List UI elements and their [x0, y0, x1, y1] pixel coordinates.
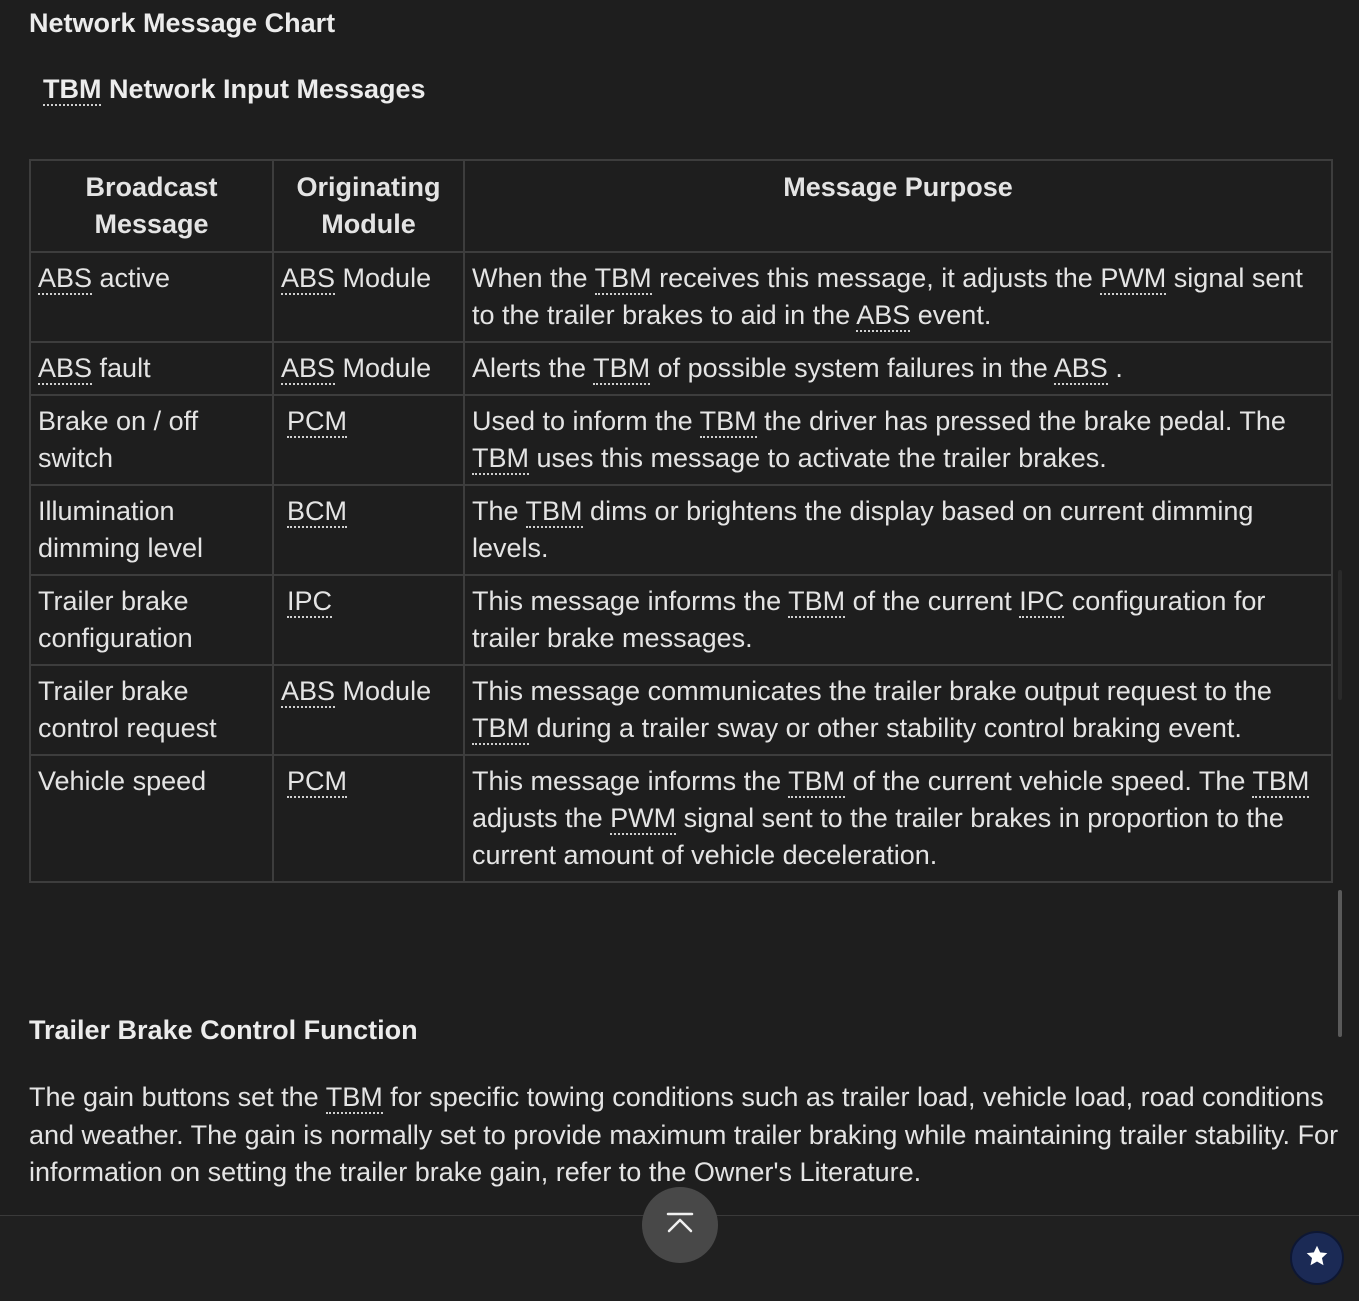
message-purpose-cell: [464, 342, 1332, 395]
originating-module-cell: [273, 665, 464, 755]
broadcast-message-cell: [30, 252, 273, 342]
table-header-row: [30, 160, 1332, 252]
control-function-paragraph: [29, 1079, 1339, 1192]
abbr-term[interactable]: TBM: [788, 586, 846, 616]
text-run: Used to inform the: [472, 406, 700, 436]
abbr-term[interactable]: BCM: [287, 496, 347, 526]
message-purpose-cell: [464, 665, 1332, 755]
table-title-text: Network Input Messages: [101, 74, 426, 104]
column-header-purpose: Message Purpose: [464, 160, 1332, 252]
network-message-table: [29, 159, 1333, 883]
text-run: uses this message to activate the trailer brakes.: [529, 443, 1107, 473]
broadcast-message-cell: [30, 485, 273, 575]
text-run: receives this message, it adjusts the: [651, 263, 1101, 293]
abbr-term[interactable]: PCM: [287, 766, 347, 796]
originating-module-cell: [273, 395, 464, 485]
text-run: signal sent to the trailer brakes to aid in the: [472, 263, 1303, 330]
text-run: Vehicle speed: [38, 766, 207, 796]
text-run: Illumination dimming level: [38, 496, 204, 563]
abbr-term[interactable]: IPC: [1019, 586, 1065, 616]
abbr-term[interactable]: ABS: [281, 353, 336, 383]
abbr-term[interactable]: TBM: [699, 406, 757, 436]
originating-module-cell: [273, 485, 464, 575]
text-run: Module: [335, 353, 432, 383]
scrollbar-thumb[interactable]: [1338, 890, 1342, 1037]
column-header-module: Originating Module: [273, 160, 464, 252]
favorite-button[interactable]: [1290, 1231, 1344, 1285]
table-row: [30, 665, 1332, 755]
abbr-term[interactable]: ABS: [856, 300, 911, 330]
abbr-term[interactable]: TBM: [472, 713, 529, 743]
text-run: during a trailer sway or other stability control braking event.: [529, 713, 1242, 743]
table-title: [43, 76, 426, 103]
text-run: The: [472, 496, 526, 526]
abbr-term[interactable]: TBM: [43, 74, 102, 104]
table-row: [30, 395, 1332, 485]
originating-module-cell: [273, 575, 464, 665]
message-purpose-cell: [464, 485, 1332, 575]
table-row: [30, 485, 1332, 575]
abbr-term[interactable]: ABS: [38, 263, 93, 293]
abbr-term[interactable]: TBM: [472, 443, 529, 473]
abbr-term[interactable]: PWM: [610, 803, 677, 833]
message-purpose-cell: [464, 252, 1332, 342]
chevron-up-bar-icon: [665, 1212, 695, 1239]
text-run: configuration for trailer brake messages.: [472, 586, 1266, 653]
page-title: Network Message Chart: [29, 8, 336, 38]
abbr-term[interactable]: PCM: [287, 406, 347, 436]
table-row: [30, 755, 1332, 882]
text-run: of possible system failures in the: [650, 353, 1054, 383]
text-run: dims or brightens the display based on current dimming levels.: [472, 496, 1254, 563]
abbr-term[interactable]: ABS: [281, 676, 336, 706]
scroll-to-top-button[interactable]: [642, 1187, 718, 1263]
abbr-term[interactable]: ABS: [38, 353, 93, 383]
abbr-term[interactable]: TBM: [1252, 766, 1310, 796]
star-icon: [1304, 1243, 1330, 1274]
text-run: of the current: [845, 586, 1020, 616]
originating-module-cell: [273, 755, 464, 882]
section-title-control-function: Trailer Brake Control Function: [29, 1015, 418, 1045]
text-run: the driver has pressed the brake pedal. The: [756, 406, 1286, 436]
message-purpose-cell: [464, 755, 1332, 882]
broadcast-message-cell: [30, 575, 273, 665]
text-run: Trailer brake control request: [38, 676, 217, 743]
text-run: adjusts the: [472, 803, 611, 833]
message-purpose-cell: [464, 575, 1332, 665]
text-run: This message communicates the trailer brake output request to the: [472, 676, 1272, 706]
originating-module-cell: [273, 342, 464, 395]
text-run: fault: [92, 353, 151, 383]
abbr-term[interactable]: ABS: [281, 263, 336, 293]
broadcast-message-cell: [30, 665, 273, 755]
text-run: of the current vehicle speed. The: [845, 766, 1253, 796]
message-purpose-cell: [464, 395, 1332, 485]
table-row: [30, 575, 1332, 665]
text-run: When the: [472, 263, 595, 293]
table-body: [30, 252, 1332, 882]
abbr-term[interactable]: TBM: [788, 766, 846, 796]
text-run: Module: [335, 263, 432, 293]
text-run: Brake on / off switch: [38, 406, 199, 473]
text-run: event.: [910, 300, 992, 330]
abbr-term[interactable]: TBM: [525, 496, 583, 526]
originating-module-cell: [273, 252, 464, 342]
text-run: for specific towing conditions such as trailer load, vehicle load, road conditions and weather. The gain is normally set to provide maximum trailer braking while maintaining trailer stability. For information on setting the trailer brake gain, refer to the Owner's Literature.: [29, 1082, 1339, 1187]
abbr-term[interactable]: IPC: [287, 586, 333, 616]
text-run: This message informs the: [472, 586, 789, 616]
text-run: .: [1107, 353, 1123, 383]
text-run: active: [92, 263, 171, 293]
text-run: Module: [335, 676, 432, 706]
abbr-term[interactable]: PWM: [1100, 263, 1167, 293]
table-row: [30, 252, 1332, 342]
abbr-term[interactable]: TBM: [325, 1082, 383, 1112]
broadcast-message-cell: [30, 342, 273, 395]
broadcast-message-cell: [30, 395, 273, 485]
abbr-term[interactable]: ABS: [1053, 353, 1108, 383]
column-header-broadcast: Broadcast Message: [30, 160, 273, 252]
abbr-term[interactable]: TBM: [593, 353, 651, 383]
text-run: This message informs the: [472, 766, 789, 796]
table-row: [30, 342, 1332, 395]
abbr-term[interactable]: TBM: [594, 263, 652, 293]
scrollbar-track-upper[interactable]: [1338, 570, 1342, 700]
text-run: Trailer brake configuration: [38, 586, 193, 653]
broadcast-message-cell: [30, 755, 273, 882]
text-run: signal sent to the trailer brakes in proportion to the current amount of vehicle deceleration.: [472, 803, 1284, 870]
text-run: Alerts the: [472, 353, 594, 383]
text-run: The gain buttons set the: [29, 1082, 326, 1112]
